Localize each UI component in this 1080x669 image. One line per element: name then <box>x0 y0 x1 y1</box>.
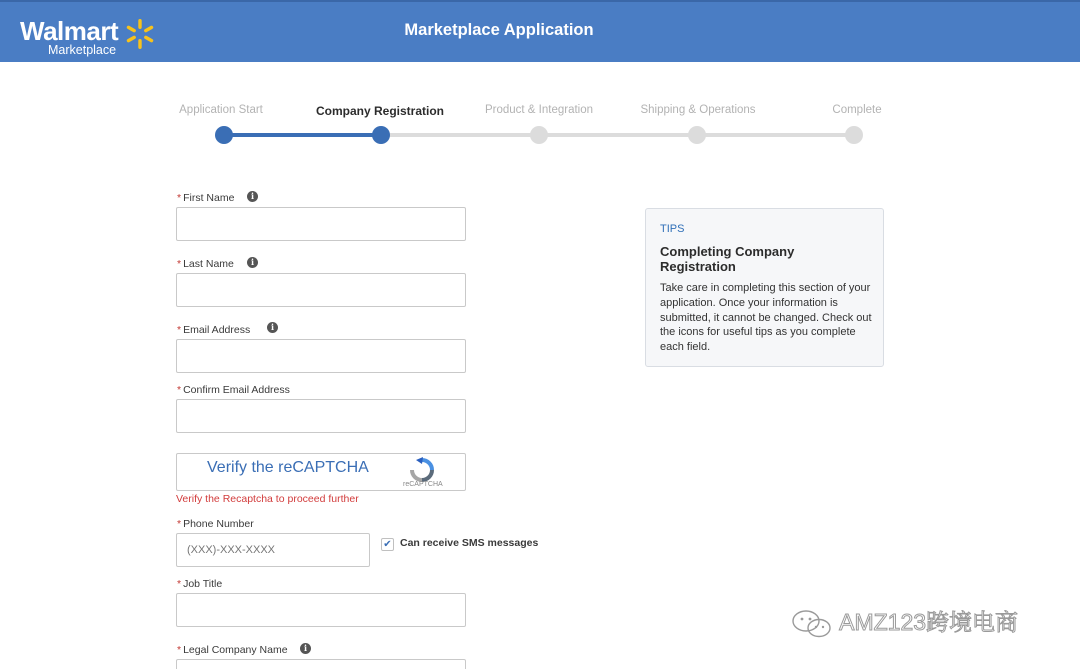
header-bar <box>0 0 1080 62</box>
watermark <box>790 604 1018 638</box>
recaptcha-widget[interactable] <box>176 453 466 491</box>
recaptcha-error: Verify the Recaptcha to proceed further <box>176 493 359 505</box>
phone-label <box>177 518 254 530</box>
last-name-label-text: Last Name <box>183 258 234 270</box>
watermark-text: AMZ123跨境电商 <box>839 609 1019 635</box>
logo-wordmark: Walmart <box>20 16 119 46</box>
job-title-label <box>177 578 222 590</box>
required-marker: * <box>177 518 182 530</box>
first-name-input[interactable] <box>176 207 466 241</box>
required-marker: * <box>177 384 182 396</box>
stepper-track-remaining <box>381 133 854 137</box>
tips-title: Completing Company Registration <box>660 244 795 274</box>
logo-subtitle: Marketplace <box>48 43 117 57</box>
required-marker: * <box>177 578 182 590</box>
confirm-email-label-text: Confirm Email Address <box>183 384 290 396</box>
step-dot-application-start <box>215 126 233 144</box>
stepper-track-complete <box>224 133 381 137</box>
email-label-text: Email Address <box>183 324 251 336</box>
legal-company-name-input[interactable] <box>176 659 466 669</box>
legal-company-name-label <box>177 644 288 656</box>
first-name-label <box>177 192 234 204</box>
confirm-email-input[interactable] <box>176 399 466 433</box>
step-label-product-integration: Product & Integration <box>484 104 594 116</box>
phone-label-text: Phone Number <box>183 518 254 530</box>
progress-stepper <box>0 98 1080 158</box>
tips-heading: TIPS <box>660 223 685 235</box>
email-input[interactable] <box>176 339 466 373</box>
recaptcha-brand: reCAPTCHA <box>403 481 443 488</box>
first-name-label-text: First Name <box>183 192 235 204</box>
legal-company-name-label-text: Legal Company Name <box>183 644 288 656</box>
wechat-icon <box>790 609 834 639</box>
recaptcha-icon <box>405 457 439 483</box>
email-label <box>177 324 250 336</box>
confirm-email-label <box>177 384 290 396</box>
step-label-complete: Complete <box>832 104 882 116</box>
step-dot-company-registration <box>372 126 390 144</box>
step-label-company-registration: Company Registration <box>315 104 445 118</box>
required-marker: * <box>177 192 182 204</box>
info-icon[interactable]: i <box>300 643 311 654</box>
phone-input[interactable] <box>176 533 370 567</box>
tips-panel <box>645 208 884 367</box>
required-marker: * <box>177 644 182 656</box>
job-title-input[interactable] <box>176 593 466 627</box>
info-icon[interactable]: i <box>267 322 278 333</box>
info-icon[interactable]: i <box>247 191 258 202</box>
last-name-input[interactable] <box>176 273 466 307</box>
last-name-label <box>177 258 234 270</box>
tips-body: Take care in completing this section of your application. Once your information is submitted, it cannot be changed. Check out the icons for useful tips as you complete each field. <box>660 282 872 354</box>
step-dot-shipping-operations <box>688 126 706 144</box>
step-label-shipping-operations: Shipping & Operations <box>640 104 756 116</box>
recaptcha-prompt: Verify the reCAPTCHA <box>207 459 369 476</box>
job-title-label-text: Job Title <box>183 578 223 590</box>
required-marker: * <box>177 258 182 270</box>
info-icon[interactable]: i <box>247 257 258 268</box>
step-dot-product-integration <box>530 126 548 144</box>
sms-checkbox[interactable]: ✔ <box>381 538 394 551</box>
required-marker: * <box>177 324 182 336</box>
page-title: Marketplace Application <box>404 21 594 39</box>
sms-checkbox-label[interactable]: Can receive SMS messages <box>400 537 539 549</box>
step-dot-complete <box>845 126 863 144</box>
step-label-application-start: Application Start <box>179 104 263 116</box>
